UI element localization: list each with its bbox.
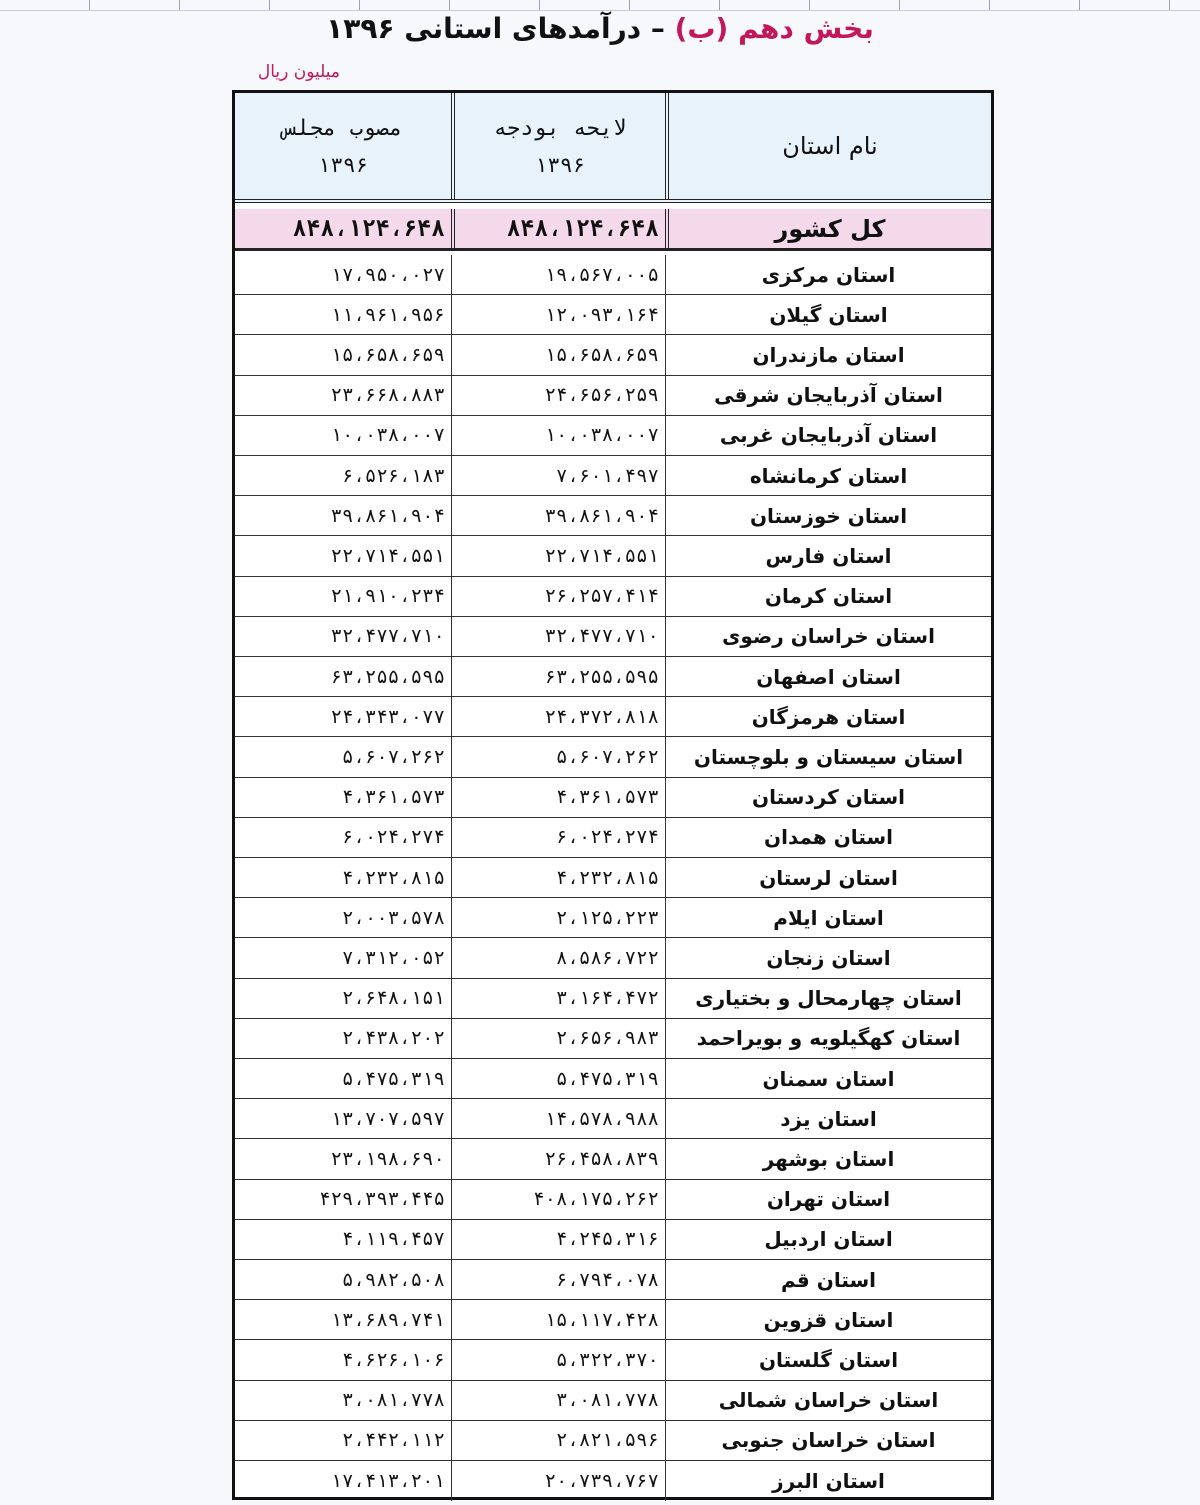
approved-cell: ۴۲۹،۳۹۳،۴۴۵ xyxy=(319,1188,445,1211)
approved-cell: ۲۱،۹۱۰،۲۳۴ xyxy=(330,585,445,608)
approved-cell: ۱۷،۴۱۳،۲۰۱ xyxy=(330,1470,445,1493)
province-cell: استان یزد xyxy=(665,1099,991,1138)
table-row xyxy=(235,376,991,416)
approved-cell: ۲۴،۳۴۳،۰۷۷ xyxy=(330,705,445,728)
bill-cell: ۵،۶۰۷،۲۶۲ xyxy=(451,737,665,776)
province-cell: استان خراسان جنوبی xyxy=(665,1421,991,1460)
province-cell: استان خوزستان xyxy=(665,496,991,535)
table-row xyxy=(235,1421,991,1461)
header-approved-label: مصوب مجلس xyxy=(283,115,403,141)
total-name: کل کشور xyxy=(665,209,991,248)
bill-cell: ۵،۴۷۵،۳۱۹ xyxy=(451,1059,665,1098)
approved-cell: ۲۲،۷۱۴،۵۵۱ xyxy=(330,544,445,567)
bill-cell: ۶،۰۲۴،۲۷۴ xyxy=(451,818,665,857)
province-cell: استان ایلام xyxy=(665,898,991,937)
bill-cell: ۲۴،۶۵۶،۲۵۹ xyxy=(451,376,665,415)
table-row xyxy=(235,1059,991,1099)
province-cell: استان فارس xyxy=(665,536,991,575)
table-row xyxy=(235,1381,991,1421)
province-cell: استان اصفهان xyxy=(665,657,991,696)
table-row xyxy=(235,1260,991,1300)
bill-cell: ۱۴،۵۷۸،۹۸۸ xyxy=(451,1099,665,1138)
approved-cell: ۳۲،۴۷۷،۷۱۰ xyxy=(330,625,445,648)
table-row xyxy=(235,1139,991,1179)
approved-cell: ۳،۰۸۱،۷۷۸ xyxy=(342,1389,445,1412)
province-cell: استان قزوین xyxy=(665,1300,991,1339)
bill-cell: ۱۰،۰۳۸،۰۰۷ xyxy=(451,416,665,455)
bill-cell: ۵،۳۲۲،۳۷۰ xyxy=(451,1340,665,1379)
table-row xyxy=(235,1019,991,1059)
approved-cell: ۵،۶۰۷،۲۶۲ xyxy=(342,745,445,768)
table-row xyxy=(235,577,991,617)
province-cell: استان کرمان xyxy=(665,577,991,616)
approved-cell: ۱۳،۶۸۹،۷۴۱ xyxy=(330,1308,445,1331)
province-cell: استان کرمانشاه xyxy=(665,456,991,495)
table-row xyxy=(235,1300,991,1340)
approved-cell: ۱۱،۹۶۱،۹۵۶ xyxy=(330,303,445,326)
approved-cell: ۴،۲۳۲،۸۱۵ xyxy=(342,866,445,889)
bill-cell: ۷،۶۰۱،۴۹۷ xyxy=(451,456,665,495)
bill-cell: ۲۰،۷۳۹،۷۶۷ xyxy=(451,1461,665,1501)
approved-cell: ۵،۹۸۲،۵۰۸ xyxy=(342,1268,445,1291)
approved-cell: ۷،۳۱۲،۰۵۲ xyxy=(342,946,445,969)
ruler-bar xyxy=(0,0,1200,11)
province-cell: استان آذربایجان غربی xyxy=(665,416,991,455)
bill-cell: ۲،۱۲۵،۲۲۳ xyxy=(451,898,665,937)
header-approved-year: ۱۳۹۶ xyxy=(317,152,369,177)
bill-cell: ۳،۱۶۴،۴۷۲ xyxy=(451,979,665,1018)
bill-cell: ۱۵،۶۵۸،۶۵۹ xyxy=(451,335,665,374)
bill-cell: ۴،۳۶۱،۵۷۳ xyxy=(451,778,665,817)
approved-cell: ۶،۵۲۶،۱۸۳ xyxy=(342,464,445,487)
approved-cell: ۶۳،۲۵۵،۵۹۵ xyxy=(330,665,445,688)
province-cell: استان سیستان و بلوچستان xyxy=(665,737,991,776)
table-row xyxy=(235,697,991,737)
total-bill: ۸۴۸،۱۲۴،۶۴۸ xyxy=(451,209,665,248)
table-row xyxy=(235,657,991,697)
header-bill-year: ۱۳۹۶ xyxy=(534,152,586,177)
table-row xyxy=(235,617,991,657)
header-bill xyxy=(451,93,665,199)
header-province xyxy=(665,93,991,199)
table-row xyxy=(235,737,991,777)
province-cell: استان هرمزگان xyxy=(665,697,991,736)
province-cell: استان لرستان xyxy=(665,858,991,897)
revenue-table xyxy=(232,90,994,1500)
bill-cell: ۲۲،۷۱۴،۵۵۱ xyxy=(451,536,665,575)
table-row xyxy=(235,979,991,1019)
approved-cell: ۱۰،۰۳۸،۰۰۷ xyxy=(330,424,445,447)
header-province-label: نام استان xyxy=(782,132,878,160)
province-cell: استان آذربایجان شرقی xyxy=(665,376,991,415)
province-cell: استان کردستان xyxy=(665,778,991,817)
bill-cell: ۴،۲۳۲،۸۱۵ xyxy=(451,858,665,897)
approved-cell: ۴،۳۶۱،۵۷۳ xyxy=(342,786,445,809)
approved-cell: ۱۵،۶۵۸،۶۵۹ xyxy=(330,343,445,366)
table-row xyxy=(235,1340,991,1380)
bill-cell: ۶۳،۲۵۵،۵۹۵ xyxy=(451,657,665,696)
table-row xyxy=(235,456,991,496)
header-approved xyxy=(235,93,451,199)
table-row xyxy=(235,295,991,335)
province-cell: استان کهگیلویه و بویراحمد xyxy=(665,1019,991,1058)
bill-cell: ۸،۵۸۶،۷۲۲ xyxy=(451,938,665,977)
approved-cell: ۲۳،۱۹۸،۶۹۰ xyxy=(330,1147,445,1170)
table-row xyxy=(235,1180,991,1220)
approved-cell: ۵،۴۷۵،۳۱۹ xyxy=(342,1067,445,1090)
table-row xyxy=(235,1099,991,1139)
approved-cell: ۱۷،۹۵۰،۰۲۷ xyxy=(330,263,445,286)
province-cell: استان اردبیل xyxy=(665,1220,991,1259)
bill-cell: ۲۴،۳۷۲،۸۱۸ xyxy=(451,697,665,736)
title-text: – درآمدهای استانی ۱۳۹۶ xyxy=(326,12,665,45)
table-row xyxy=(235,1220,991,1260)
approved-cell: ۱۳،۷۰۷،۵۹۷ xyxy=(330,1107,445,1130)
title-part: بخش دهم (ب) xyxy=(674,12,874,45)
table-row xyxy=(235,778,991,818)
bill-cell: ۲۶،۴۵۸،۸۳۹ xyxy=(451,1139,665,1178)
table-row xyxy=(235,858,991,898)
bill-cell: ۲،۶۵۶،۹۸۳ xyxy=(451,1019,665,1058)
approved-cell: ۲،۶۴۸،۱۵۱ xyxy=(342,987,445,1010)
province-cell: استان بوشهر xyxy=(665,1139,991,1178)
province-cell: استان خراسان شمالی xyxy=(665,1381,991,1420)
bill-cell: ۲،۸۲۱،۵۹۶ xyxy=(451,1421,665,1460)
table-row xyxy=(235,1461,991,1501)
approved-cell: ۲،۴۴۲،۱۱۲ xyxy=(342,1429,445,1452)
province-cell: استان خراسان رضوی xyxy=(665,617,991,656)
bill-cell: ۴،۲۴۵،۳۱۶ xyxy=(451,1220,665,1259)
province-cell: استان همدان xyxy=(665,818,991,857)
province-cell: استان گیلان xyxy=(665,295,991,334)
province-cell: استان تهران xyxy=(665,1180,991,1219)
bill-cell: ۴۰۸،۱۷۵،۲۶۲ xyxy=(451,1180,665,1219)
table-row xyxy=(235,255,991,295)
bill-cell: ۱۲،۰۹۳،۱۶۴ xyxy=(451,295,665,334)
approved-cell: ۲۳،۶۶۸،۸۸۳ xyxy=(330,384,445,407)
table-header-row xyxy=(235,93,991,203)
province-cell: استان سمنان xyxy=(665,1059,991,1098)
total-row xyxy=(235,209,991,251)
table-row xyxy=(235,938,991,978)
province-cell: استان البرز xyxy=(665,1461,991,1501)
approved-cell: ۲،۰۰۳،۵۷۸ xyxy=(342,906,445,929)
province-cell: استان زنجان xyxy=(665,938,991,977)
bill-cell: ۱۵،۱۱۷،۴۲۸ xyxy=(451,1300,665,1339)
bill-cell: ۱۹،۵۶۷،۰۰۵ xyxy=(451,255,665,294)
document-title xyxy=(300,12,900,45)
approved-cell: ۳۹،۸۶۱،۹۰۴ xyxy=(330,504,445,527)
province-cell: استان مازندران xyxy=(665,335,991,374)
bill-cell: ۳،۰۸۱،۷۷۸ xyxy=(451,1381,665,1420)
table-row xyxy=(235,536,991,576)
approved-cell: ۴،۱۱۹،۴۵۷ xyxy=(342,1228,445,1251)
province-cell: استان قم xyxy=(665,1260,991,1299)
table-row xyxy=(235,818,991,858)
unit-label: میلیون ریال xyxy=(257,62,340,82)
bill-cell: ۳۹،۸۶۱،۹۰۴ xyxy=(451,496,665,535)
header-bill-label: لایحه بودجه xyxy=(493,115,627,141)
province-cell: استان چهارمحال و بختیاری xyxy=(665,979,991,1018)
total-approved: ۸۴۸،۱۲۴،۶۴۸ xyxy=(292,215,445,242)
table-row xyxy=(235,496,991,536)
province-cell: استان گلستان xyxy=(665,1340,991,1379)
bill-cell: ۶،۷۹۴،۰۷۸ xyxy=(451,1260,665,1299)
table-row xyxy=(235,335,991,375)
province-cell: استان مرکزی xyxy=(665,255,991,294)
bill-cell: ۲۶،۲۵۷،۴۱۴ xyxy=(451,577,665,616)
table-row xyxy=(235,416,991,456)
bill-cell: ۳۲،۴۷۷،۷۱۰ xyxy=(451,617,665,656)
approved-cell: ۴،۶۲۶،۱۰۶ xyxy=(342,1348,445,1371)
table-row xyxy=(235,898,991,938)
approved-cell: ۶،۰۲۴،۲۷۴ xyxy=(342,826,445,849)
approved-cell: ۲،۴۳۸،۲۰۲ xyxy=(342,1027,445,1050)
